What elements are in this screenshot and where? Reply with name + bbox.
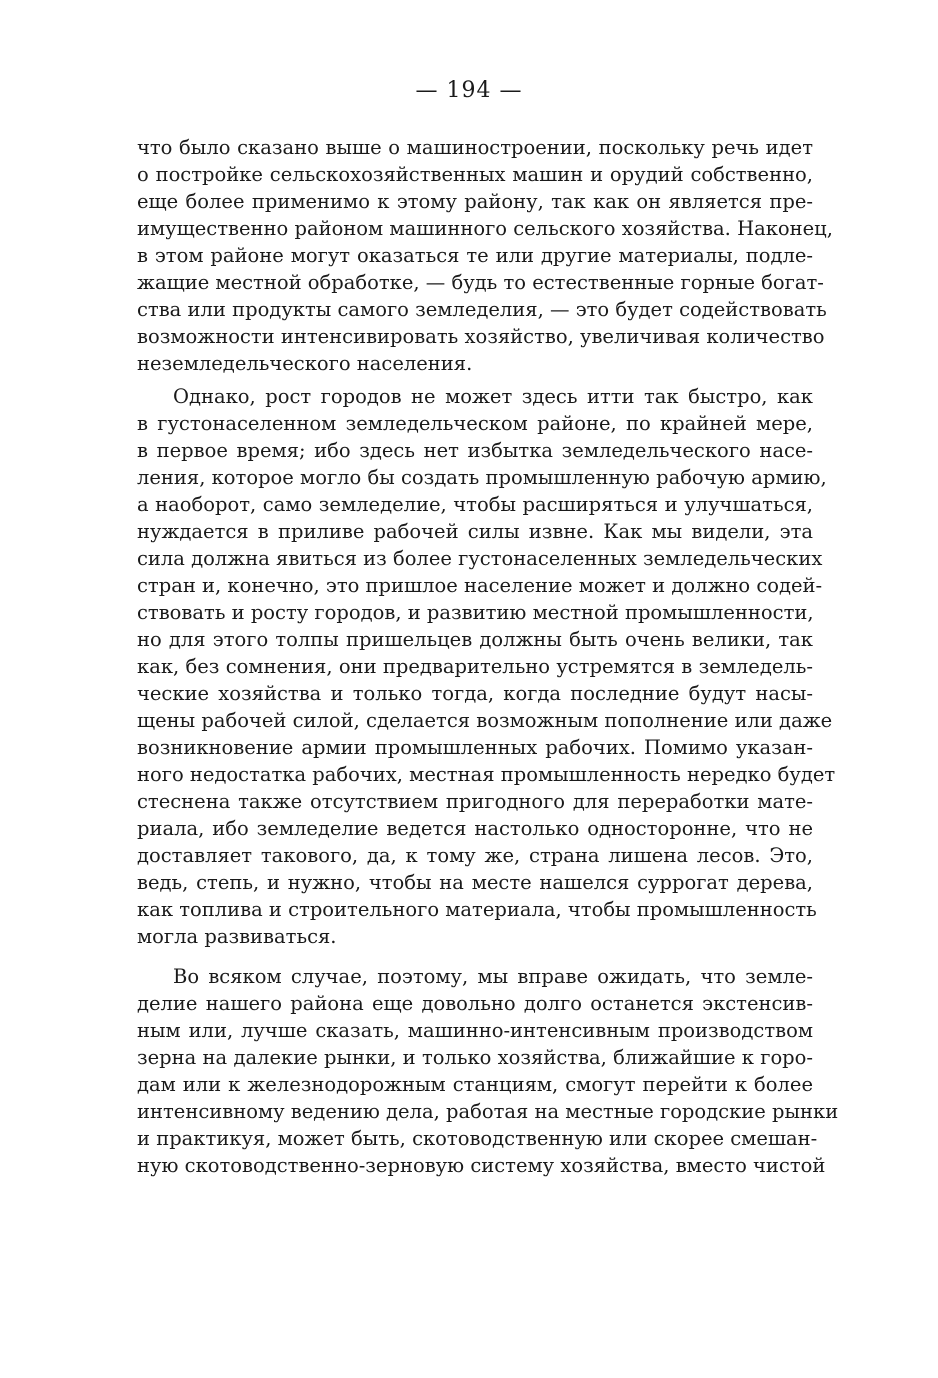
text-line: в первое время; ибо здесь нет избытка земледельческого насе-: [137, 439, 813, 462]
text-line: но для этого толпы пришельцев должны быть очень велики, так: [137, 628, 813, 651]
text-line: ведь, степь, и нужно, чтобы на месте нашелся суррогат дерева,: [137, 871, 813, 894]
text-line: могла развиваться.: [137, 925, 337, 948]
text-line: имущественно районом машинного сельского хозяйства. Наконец,: [137, 217, 833, 240]
text-line: дам или к железнодорожным станциям, смогут перейти к более: [137, 1073, 813, 1096]
text-line: делие нашего района еще довольно долго останется экстенсив-: [137, 992, 813, 1015]
text-line: ления, которое могло бы создать промышленную рабочую армию,: [137, 466, 827, 489]
text-line: стран и, конечно, это пришлое население может и должно содей-: [137, 574, 823, 597]
text-line: а наоборот, само земледелие, чтобы расширяться и улучшаться,: [137, 493, 813, 516]
text-line: интенсивному ведению дела, работая на местные городские рынки: [137, 1100, 839, 1123]
text-line: возможности интенсивировать хозяйство, увеличивая количество: [137, 325, 825, 348]
text-line: стеснена также отсутствием пригодного для переработки мате-: [137, 790, 813, 813]
text-line: ного недостатка рабочих, местная промышленность нередко будет: [137, 763, 836, 786]
text-line: риала, ибо земледелие ведется настолько односторонне, что не: [137, 817, 813, 840]
text-line: ства или продукты самого земледелия, — это будет содействовать: [137, 298, 827, 321]
page-number: — 194 —: [415, 78, 523, 103]
text-line: в густонаселенном земледельческом районе, по крайней мере,: [137, 412, 813, 435]
paragraph-1: [137, 134, 833, 377]
text-line: нуждается в приливе рабочей силы извне. Как мы видели, эта: [137, 520, 813, 543]
text-line: что было сказано выше о машиностроении, поскольку речь идет: [137, 136, 813, 159]
text-line: ческие хозяйства и только тогда, когда последние будут насы-: [137, 682, 813, 705]
text-line: сила должна явиться из более густонаселенных земледельческих: [137, 547, 823, 570]
text-line: жащие местной обработке, — будь то естественные горные богат-: [137, 271, 824, 294]
text-line: неземледельческого населения.: [137, 352, 473, 375]
text-line: как топлива и строительного материала, чтобы промышленность: [137, 898, 817, 921]
text-line: доставляет такового, да, к тому же, страна лишена лесов. Это,: [137, 844, 813, 867]
paragraph-3: [137, 963, 839, 1179]
text-line: возникновение армии промышленных рабочих. Помимо указан-: [137, 736, 813, 759]
text-line: зерна на далекие рынки, и только хозяйства, ближайшие к горо-: [137, 1046, 813, 1069]
text-line: Во всяком случае, поэтому, мы вправе ожидать, что земле-: [173, 965, 813, 988]
text-line: и практикуя, может быть, скотоводственную или скорее смешан-: [137, 1127, 818, 1150]
text-line: щены рабочей силой, сделается возможным пополнение или даже: [137, 709, 833, 732]
text-line: о постройке сельскохозяйственных машин и орудий собственно,: [137, 163, 813, 186]
text-line: ную скотоводственно-зерновую систему хозяйства, вместо чистой: [137, 1154, 826, 1177]
text-line: Однако, рост городов не может здесь итти так быстро, как: [173, 385, 813, 408]
paragraph-2: [137, 383, 836, 950]
text-line: ным или, лучше сказать, машинно-интенсивным производством: [137, 1019, 813, 1042]
text-line: еще более применимо к этому району, так как он является пре-: [137, 190, 813, 213]
text-line: в этом районе могут оказаться те или другие материалы, подле-: [137, 244, 813, 267]
text-line: ствовать и росту городов, и развитию местной промышленности,: [137, 601, 814, 624]
text-line: как, без сомнения, они предварительно устремятся в земледель-: [137, 655, 813, 678]
